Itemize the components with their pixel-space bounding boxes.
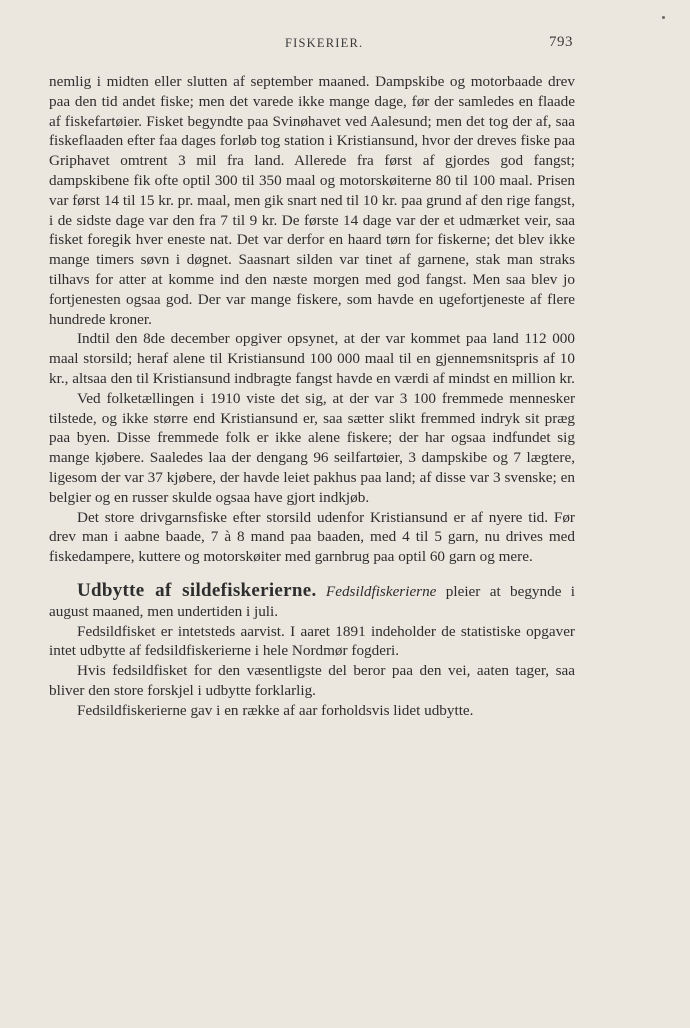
body-text <box>49 72 575 721</box>
paragraph-4: Det store drivgarnsfiske efter storsild udenfor Kristiansund er af nyere tid. Før drev man i aabne baade, 7 à 8 mand paa baaden, med 4 til 5 garn, nu drives med fiskedampere, kuttere og motorskøiter med garnbrug paa optil 60 garn og mere. <box>49 508 575 566</box>
running-head-title: FISKERIER. <box>285 36 364 50</box>
section-spacer <box>49 567 575 581</box>
running-head <box>0 36 690 54</box>
section-heading: Udbytte af sildefiskerierne. <box>77 579 317 601</box>
paragraph-1: nemlig i midten eller slutten af september maaned. Dampskibe og motorbaade drev paa den tid andet fiske; men det varede ikke mange dage, før der samledes en flaade af fiskefartøier. Fisket begyndte paa Svinøhavet ved Aalesund; men det tog der af, saa fiskeflaaden efter faa dages forløb tog station i Kristiansund, hvor der dreves fiske paa Griphavet omtrent 3 mil fra land. Allerede fra først af gjordes god fangst; dampskibene fik ofte optil 300 til 350 maal og motorskøiterne 80 til 100 maal. Prisen var først 14 til 15 kr. pr. maal, men gik snart ned til 10 kr. paa grund af den rige fangst, i de sidste dage var den fra 7 til 9 kr. De første 14 dage var der et udmærket veir, saa fisket foregik hver eneste nat. Det var derfor en haard tørn for fiskerne; det blev ikke mange timers søvn i døgnet. Saasnart silden var tinet af garnene, stak man straks tilhavs for atter at komme ind den næste morgen med god fangst. Men saa blev jo fortjenesten ogsaa god. Der var mange fiskere, som havde en ugefortjeneste af flere hundrede kroner. <box>49 73 575 328</box>
paragraph-3: Ved folketællingen i 1910 viste det sig, at der var 3 100 fremmede mennesker tilstede, og ikke større end Kristiansund er, saa sætter slikt fremmed indryk sit præg paa byen. Disse fremmede folk er ikke alene fiskere; der har ogsaa indfundet sig mange kjøbere. Saaledes laa der dengang 96 seilfartøier, 3 dampskibe og 7 lægtere, ligesom der var 37 kjøbere, der havde leiet pakhus paa land; af disse var 3 svenske; en belgier og en russer skulde ogsaa have gjort indkjøb. <box>49 389 575 506</box>
section-paragraph-3: Fedsildfiskerierne gav i en række af aar forholdsvis lidet udbytte. <box>77 701 474 719</box>
section-italic-lead: Fedsildfiskerierne <box>325 582 437 600</box>
margin-mark <box>662 16 665 19</box>
paragraph-2: Indtil den 8de december opgiver opsynet, at der var kommet paa land 112 000 maal storsild; heraf alene til Kristiansund 100 000 maal til en gjennemsnitspris af 10 kr., altsaa den til Kristiansund indbragte fangst havde en værdi af mindst en million kr. <box>49 330 575 387</box>
section-lead-text: pleier at begynde i august maaned, men undertiden i juli. <box>49 582 576 620</box>
section-lead-paragraph <box>49 581 575 622</box>
page-number: 793 <box>549 34 573 50</box>
section-paragraph-1: Fedsildfisket er intetsteds aarvist. I aaret 1891 indeholder de statistiske opgaver intet udbytte af fedsildfiskerierne i hele Nordmør fogderi. <box>49 622 575 660</box>
section-paragraph-2: Hvis fedsildfisket for den væsentligste del beror paa den vei, aaten tager, saa bliver den store forskjel i udbytte forklarlig. <box>49 662 575 699</box>
